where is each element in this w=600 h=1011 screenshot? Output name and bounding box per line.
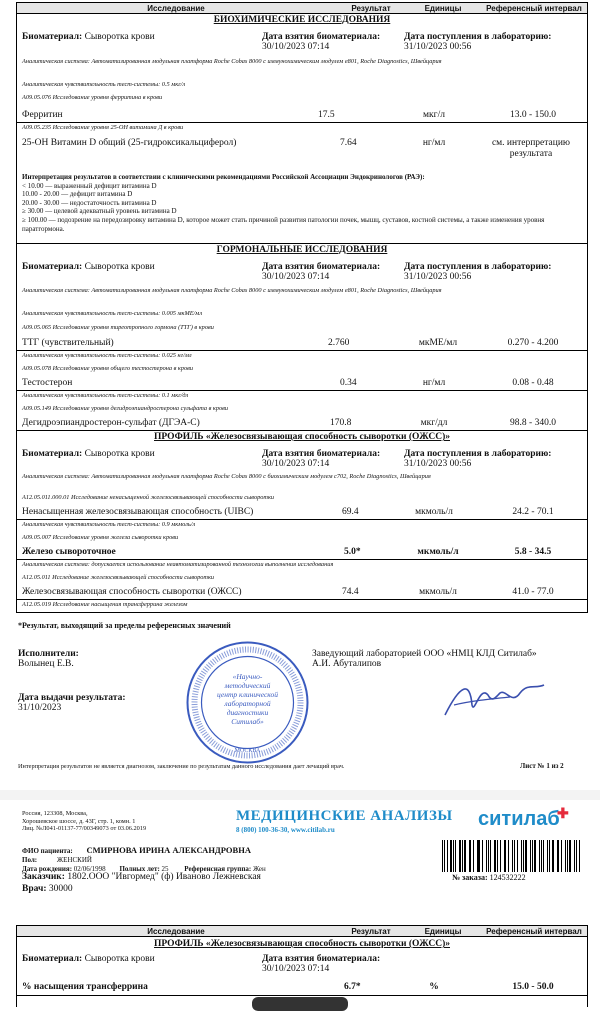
barcode-bar [508,840,510,872]
barcode-bar [574,840,575,872]
barcode-bar [576,840,577,872]
tsat-name: % насыщения трансферрина [22,982,148,992]
barcode-bar [530,840,531,872]
col-header-ref: Референсный интервал [486,4,582,13]
barcode-bar [455,840,456,872]
section-iron-title-p2: ПРОФИЛЬ «Железосвязывающая способность сыворотки (ОЖСС)» [154,939,450,949]
vitd-units: нг/мл [422,138,446,148]
brand-title: МЕДИЦИНСКИЕ АНАЛИЗЫ [236,808,453,824]
barcode-bar [469,840,470,872]
bio-date-lab: Дата поступления в лабораторию: 31/10/2023 00:56 [404,32,552,52]
iron-sens-fe: Аналитическая чувствительность тест-системы: 0.9 мкмоль/л [22,521,196,528]
testo-name: Тестостерон [22,378,73,388]
tsh-units: мкМЕ/мл [418,338,458,348]
barcode-bar [517,840,518,872]
vitd-interpretation: Интерпретация результатов в соответствии с клиническими рекомендациями Российской Ассоциации Эндокринологов (РАЭ): < 10.00 — выраженный дефицит витамина D 10.00 - 20.00 — дефицит витамина D 20.00 - 30.00 — недостаточность витамина D ≥ 30.00 — целевой адекватный уровень витамина D ≥ 100.00 — подозрение на передозировку витамина D, которое может стать причиной развития патологии почек, мышц, суставов, костной системы, а также изменения уровня паратгормона. [22,173,545,233]
barcode-bar [558,840,559,872]
order-barcode [442,840,582,872]
uibc-result: 69.4 [342,507,359,517]
section-iron-title: ПРОФИЛЬ «Железосвязывающая способность сыворотки (ОЖСС)» [154,432,450,442]
brand-phone: 8 (800) 100-36-30, www.citilab.ru [236,826,335,834]
stamp-line-1: «Научно- [232,672,263,681]
barcode-bar [505,840,506,872]
horm-sens-testo: Аналитическая чувствительность тест-системы: 0.025 нг/мл [22,352,192,359]
horm-date-lab: Дата поступления в лабораторию: 31/10/2023 00:56 [404,262,552,282]
signature [440,675,550,725]
barcode-bar [549,840,550,872]
lab-stamp [185,640,310,765]
iron-system-tibc: Аналитическая система: допускается использование неавтоматизированной технологии выполнения исследования [22,561,334,568]
lab-address: Россия, 123308, Москва, Хорошевское шоссе, д. 43Г, стр. 1, комн. 1 Лиц. №Л041-01137-77/00349073 от 03.06.2019 [22,810,147,832]
barcode-bar [470,840,471,872]
barcode-bar [569,840,571,872]
stamp-bottom: МОСКВА [234,748,261,754]
barcode-bar [488,840,489,872]
barcode-bar [497,840,498,872]
horm-system: Аналитическая система: Автоматизированная модульная платформа Roche Cobas 8000 с иммунохимическим модулем e801, Roche Diagnostics, Швейцария [22,287,442,294]
tsat-ref: 15.0 - 50.0 [512,982,554,992]
barcode-bar [561,840,562,872]
barcode-bar [462,840,463,872]
col-header-test-p2: Исследование [147,927,205,936]
barcode-bar [482,840,483,872]
iron-code-tsat: A12.05.019 Исследование насыщения трансферрина железом [22,601,188,608]
page-number: Лист № 1 из 2 [520,762,564,770]
iron-date-lab: Дата поступления в лабораторию: 31/10/2023 00:56 [404,449,552,469]
horm-sens-dhea: Аналитическая чувствительность тест-системы: 0.1 мкг/дл [22,392,189,399]
bio-sensitivity: Аналитическая чувствительность тест-системы: 0.5 мкг/л [22,81,186,88]
barcode-bar [478,840,480,872]
barcode-bar [477,840,478,872]
stamp-line-2: методический [224,681,271,690]
barcode-bar [512,840,513,872]
uibc-units: мкмоль/л [415,507,453,517]
col-header-test: Исследование [147,4,205,13]
bio-biomaterial: Биоматериал: Сыворотка крови [22,32,155,42]
barcode-bar [534,840,536,872]
barcode-bar [459,840,460,872]
col-header-units: Единицы [424,4,462,13]
horm-sens-tsh: Аналитическая чувствительность тест-системы: 0.005 мкМЕ/мл [22,310,203,317]
barcode-bar [504,840,505,872]
barcode-bar [567,840,568,872]
tsh-ref: 0.270 - 4.200 [507,338,559,348]
barcode-bar [565,840,566,872]
stamp-line-6: Ситилаб» [231,717,264,726]
table-header [16,2,588,14]
stamp-line-3: центр клинической [216,690,279,699]
barcode-bar [486,840,487,872]
barcode-bar [490,840,491,872]
footnote: *Результат, выходящий за пределы референсных значений [18,621,231,630]
citilab-logo [478,807,569,831]
barcode-bar [500,840,501,872]
ferritin-result: 17.5 [318,110,335,120]
fe-result: 5.0* [344,547,361,557]
logo-cross-icon: ✚ [557,807,569,822]
bio-code-ferritin: A09.05.076 Исследование уровня ферритина в крови [22,94,163,101]
horm-code-dhea: A09.05.149 Исследование уровня дегидроэпиандростерона сульфата в крови [22,405,229,412]
vitd-name: 25-OH Витамин D общий (25-гидроксикальциферол) [22,138,237,148]
issue-date: Дата выдачи результата: 31/10/2023 [18,693,126,713]
p2-biomaterial: Биоматериал: Сыворотка крови [22,954,155,964]
testo-result: 0.34 [340,378,357,388]
bio-date-taken: Дата взятия биоматериала: 30/10/2023 07:14 [262,32,381,52]
horm-biomaterial: Биоматериал: Сыворотка крови [22,262,155,272]
uibc-name: Ненасыщенная железосвязывающая способность (UIBC) [22,507,254,517]
tibc-name: Железосвязывающая способность сыворотки (ОЖСС) [22,587,242,597]
horm-date-taken: Дата взятия биоматериала: 30/10/2023 07:14 [262,262,381,282]
disclaimer: Интерпретация результатов не является диагнозом, заключение по результатам данного исследования дает лечащий врач. [18,763,345,770]
iron-date-taken: Дата взятия биоматериала: 30/10/2023 07:14 [262,449,381,469]
barcode-bar [494,840,496,872]
testo-ref: 0.08 - 0.48 [512,378,554,388]
head-of-lab: Заведующий лабораторией ООО «НМЦ КЛД Ситилаб» А.И. Абуталипов [312,649,537,669]
iron-code-uibc: A12.05.011.000.01 Исследование ненасыщенной железосвязывающей способности сыворотки [22,494,275,501]
barcode-bar [543,840,544,872]
ferritin-ref: 13.0 - 150.0 [510,110,556,120]
barcode-bar [447,840,448,872]
horm-code-testo: A09.05.078 Исследование уровня общего тестостерона в крови [22,365,194,372]
col-header-units-p2: Единицы [424,927,462,936]
barcode-bar [453,840,454,872]
dhea-result: 170.8 [330,418,352,428]
vitd-ref: см. интерпретацию результата [491,138,571,159]
vitd-result: 7.64 [340,138,357,148]
barcode-bar [464,840,466,872]
dhea-name: Дегидроэпиандростерон-сульфат (ДГЭА-С) [22,418,200,428]
barcode-bar [523,840,524,872]
iron-biomaterial: Биоматериал: Сыворотка крови [22,449,155,459]
col-header-result-p2: Результат [351,927,391,936]
barcode-bar [442,840,443,872]
barcode-bar [532,840,533,872]
barcode-bar [521,840,522,872]
barcode-bar [547,840,548,872]
customer: Заказчик: 1802.ООО "Ивгормед" (ф) Иваново Лежневская [22,872,261,882]
tibc-result: 74.4 [342,587,359,597]
fe-units: мкмоль/л [417,547,459,557]
tsat-units: % [429,982,439,992]
barcode-bar [541,840,542,872]
bio-code-vitd: A09.05.235 Исследование уровня 25-ОН витамина Д в крови [22,124,184,131]
uibc-ref: 24.2 - 70.1 [512,507,554,517]
logo-text: ситилаб [478,808,560,830]
doctor: Врач: 30000 [22,884,73,894]
tsh-result: 2.760 [328,338,350,348]
testo-units: нг/мл [422,378,446,388]
p2-date-taken: Дата взятия биоматериала: 30/10/2023 07:14 [262,954,381,974]
iron-system: Аналитическая система: Автоматизированная модульная платформа Roche Cobas 8000 с биохимическим модулем c702, Roche Diagnostics, Швейцария [22,473,431,480]
scroll-handle[interactable] [252,997,348,1011]
horm-code-tsh: A09.05.065 Исследование уровня тиреотропного гормона (ТТГ) в крови [22,324,214,331]
section-biochem-title: БИОХИМИЧЕСКИЕ ИССЛЕДОВАНИЯ [213,15,391,25]
stamp-line-4: лабораторной [224,699,271,708]
barcode-bar [450,840,452,872]
stamp-line-5: диагностики [226,708,269,717]
dhea-units: мкг/дл [420,418,448,428]
dhea-ref: 98.8 - 340.0 [510,418,556,428]
barcode-bar [444,840,445,872]
barcode-bar [525,840,527,872]
barcode-bar [473,840,474,872]
tibc-ref: 41.0 - 77.0 [512,587,554,597]
tsh-name: ТТГ (чувствительный) [22,338,114,348]
ferritin-units: мкг/л [423,110,445,120]
bio-system: Аналитическая система: Автоматизированная модульная платформа Roche Cobas 8000 с иммунохимическим модулем e801, Roche Diagnostics, Швейцария [22,58,442,65]
patient-info: ФИО пациента: СМИРНОВА ИРИНА АЛЕКСАНДРОВНА Пол: ЖЕНСКИЙ Дата рождения: 02/06/1998 Полных лет: 25 Референсная группа: Жен [22,845,266,873]
col-header-ref-p2: Референсный интервал [486,927,582,936]
fe-ref: 5.8 - 34.5 [514,547,552,557]
barcode-bar [579,840,580,872]
tsat-result: 6.7* [344,982,361,992]
iron-code-tibc: A12.05.011 Исследование железосвязывающей способности сыворотки [22,574,215,581]
barcode-bar [557,840,558,872]
iron-code-fe: A09.05.007 Исследование уровня железа сыворотки крови [22,534,179,541]
barcode-bar [552,840,554,872]
ferritin-name: Ферритин [22,110,63,120]
col-header-result: Результат [351,4,391,13]
table-header-page2 [16,925,588,937]
barcode-bar [539,840,540,872]
tibc-units: мкмоль/л [419,587,457,597]
fe-name: Железо сывороточное [22,547,116,557]
barcode-bar [514,840,515,872]
order-number: № заказа: 124532222 [452,873,526,882]
executors: Исполнители: Волынец Е.В. [18,649,79,669]
section-hormonal-title: ГОРМОНАЛЬНЫЕ ИССЛЕДОВАНИЯ [216,245,388,255]
